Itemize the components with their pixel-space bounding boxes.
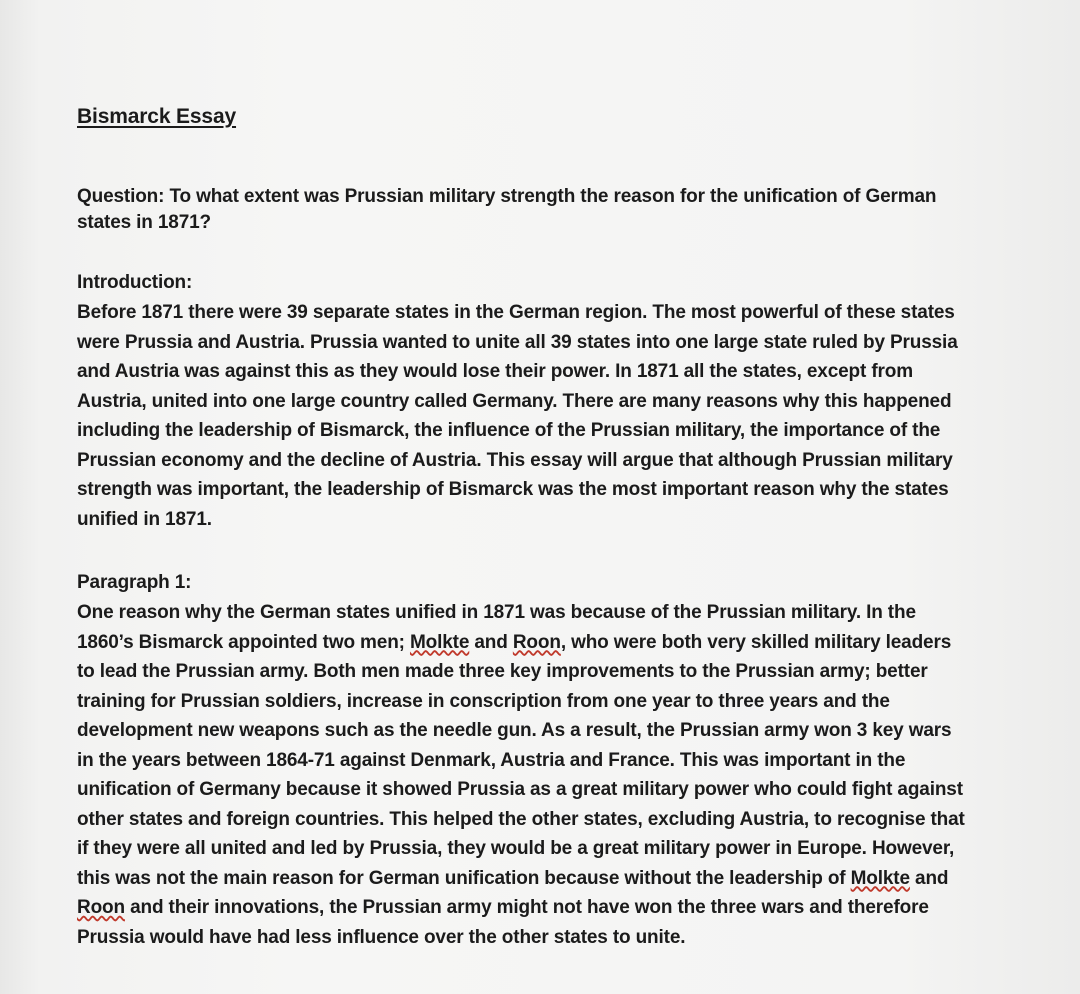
essay-question: Question: To what extent was Prussian military strength the reason for the unification of German states in 1871? — [77, 186, 937, 233]
paragraph-1-text: and — [469, 631, 513, 653]
name-molkte: Molkte — [409, 631, 470, 653]
essay-content — [77, 102, 977, 986]
paragraph-1-heading: Paragraph 1: — [77, 572, 192, 593]
paragraph-1-text: and their innovations, the Prussian army might not have won the three wars and therefore Prussia would have had less influence over the other states to unite. — [77, 897, 929, 948]
name-molkte: Molkte — [850, 867, 910, 889]
paragraph-1-text: , who were both very skilled military leaders to lead the Prussian army. Both men made three key improvements to the Prussian army; better training for Prussian soldiers, increase in conscription from one year to three years and the development new weapons such as the needle gun. As a result, the Prussian army won 3 key wars in the years between 1864-71 against Denmark, Austria and France. This was important in the unification of Germany because it showed Prussia as a great military power who could fight against other states and foreign countries. This helped the other states, excluding Austria, to recognise that if they were all united and led by Prussia, they would be a great military power in Europe. However, this was not the main reason for German unification because without the leadership of — [77, 631, 965, 889]
essay-title: Bismarck Essay — [77, 105, 237, 128]
paragraph-1-text: One reason why the German states unified in 1871 was because of the Prussian military. In the 1860’s Bismarck appointed two men; — [77, 602, 916, 653]
introduction-paragraph: Before 1871 there were 39 separate states in the German region. The most powerful of these states were Prussia and Austria. Prussia wanted to unite all 39 states into one large state ruled by Prussia and Austria was against this as they would lose their power. In 1871 all the states, except from Austria, united into one large country called Germany. There are many reasons why this happened including the leadership of Bismarck, the influence of the Prussian military, the importance of the Prussian economy and the decline of Austria. This essay will argue that although Prussian military strength was important, the leadership of Bismarck was the most important reason why the states unified in 1871. — [77, 302, 958, 530]
paragraph-1-body — [77, 598, 972, 952]
paragraph-1-text: and — [909, 867, 949, 889]
name-roon: Roon — [512, 631, 561, 653]
introduction-heading: Introduction: — [77, 272, 193, 293]
name-roon: Roon — [77, 897, 125, 918]
